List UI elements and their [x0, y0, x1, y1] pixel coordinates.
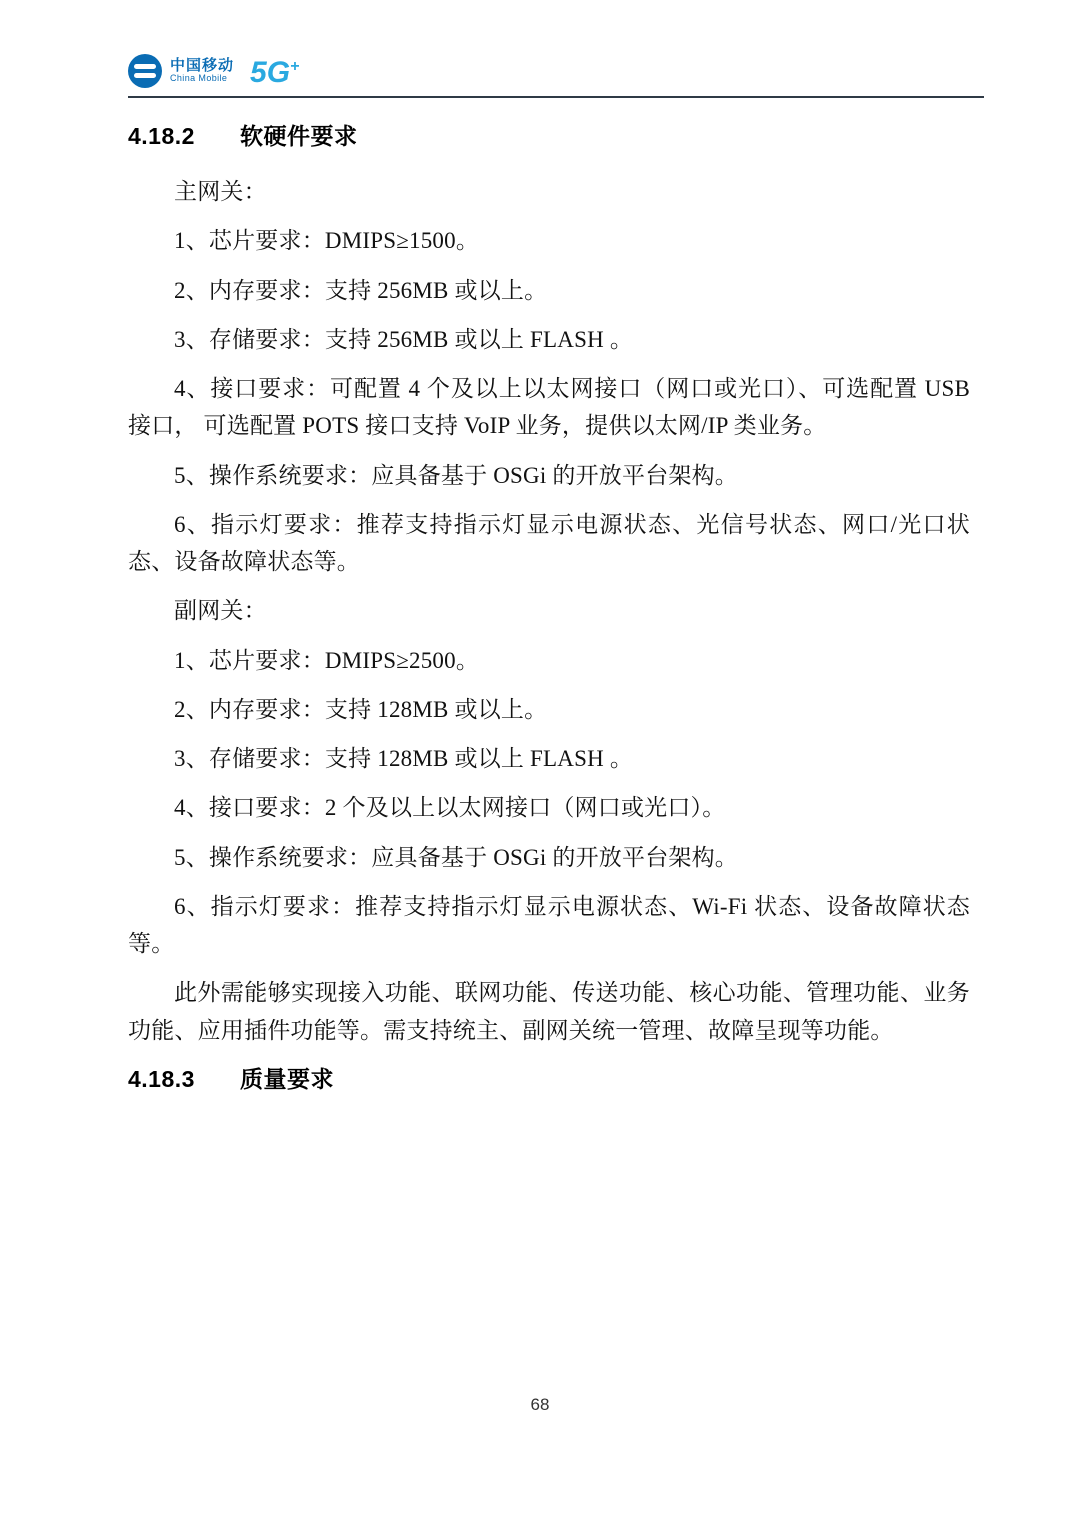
- paragraph-sub-indicator: 6、指示灯要求：推荐支持指示灯显示电源状态、Wi-Fi 状态、设备故障状态等。: [128, 893, 970, 956]
- logo-text: [170, 58, 234, 83]
- page-header: [128, 48, 984, 100]
- paragraph-main-storage: 3、存储要求：支持 256MB 或以上 FLASH 。: [174, 326, 634, 352]
- paragraph-sub-storage: 3、存储要求：支持 128MB 或以上 FLASH 。: [174, 746, 634, 771]
- section-heading-4-18-3: [128, 1061, 970, 1094]
- logo-5g: [250, 58, 299, 88]
- paragraph-main-chip: 1、芯片要求：DMIPS≥1500。: [174, 228, 480, 254]
- paragraph-main-memory: 2、内存要求：支持 256MB 或以上。: [174, 277, 548, 303]
- section-title-2: 质量要求: [240, 1065, 334, 1092]
- page-number: 68: [530, 1395, 550, 1414]
- paragraph-main-indicator: 6、指示灯要求：推荐支持指示灯显示电源状态、光信号状态、网口/光口状态、设备故障状态等。: [128, 511, 970, 574]
- logo-5g-plus: +: [290, 58, 300, 75]
- logo-5g-text: 5G: [250, 56, 291, 89]
- section-number-2: 4.18.3: [128, 1065, 195, 1092]
- section-number: 4.18.2: [128, 123, 195, 149]
- paragraph-main-os: 5、操作系统要求：应具备基于 OSGi 的开放平台架构。: [174, 462, 739, 488]
- section-heading-4-18-2: [128, 118, 970, 151]
- paragraph-sub-interface: 4、接口要求：2 个及以上以太网接口（网口或光口）。: [174, 795, 726, 821]
- paragraph-sub-gateway-label: 副网关：: [174, 598, 267, 624]
- document-body: [128, 118, 970, 1116]
- paragraph-main-interface: 4、接口要求：可配置 4 个及以上以太网接口（网口或光口）、可选配置 USB 接口， 可选配置 POTS 接口支持 VoIP 业务，提供以太网/IP 类业务。: [128, 376, 970, 439]
- paragraph-sub-memory: 2、内存要求：支持 128MB 或以上。: [174, 696, 548, 722]
- logo-text-cn: 中国移动: [170, 57, 235, 75]
- section-title: 软硬件要求: [240, 123, 358, 149]
- paragraph-additional-functions: 此外需能够实现接入功能、联网功能、传送功能、核心功能、管理功能、业务功能、应用插件功能等。需支持统主、副网关统一管理、故障呈现等功能。: [128, 980, 970, 1043]
- paragraph-sub-os: 5、操作系统要求：应具备基于 OSGi 的开放平台架构。: [174, 844, 739, 870]
- paragraph-main-gateway-label: 主网关：: [174, 179, 267, 204]
- china-mobile-mark-icon: [128, 54, 162, 88]
- paragraph-sub-chip: 1、芯片要求：DMIPS≥2500。: [174, 647, 480, 673]
- header-divider: [128, 96, 984, 98]
- china-mobile-logo: [128, 48, 984, 94]
- logo-text-en: China Mobile: [170, 73, 228, 84]
